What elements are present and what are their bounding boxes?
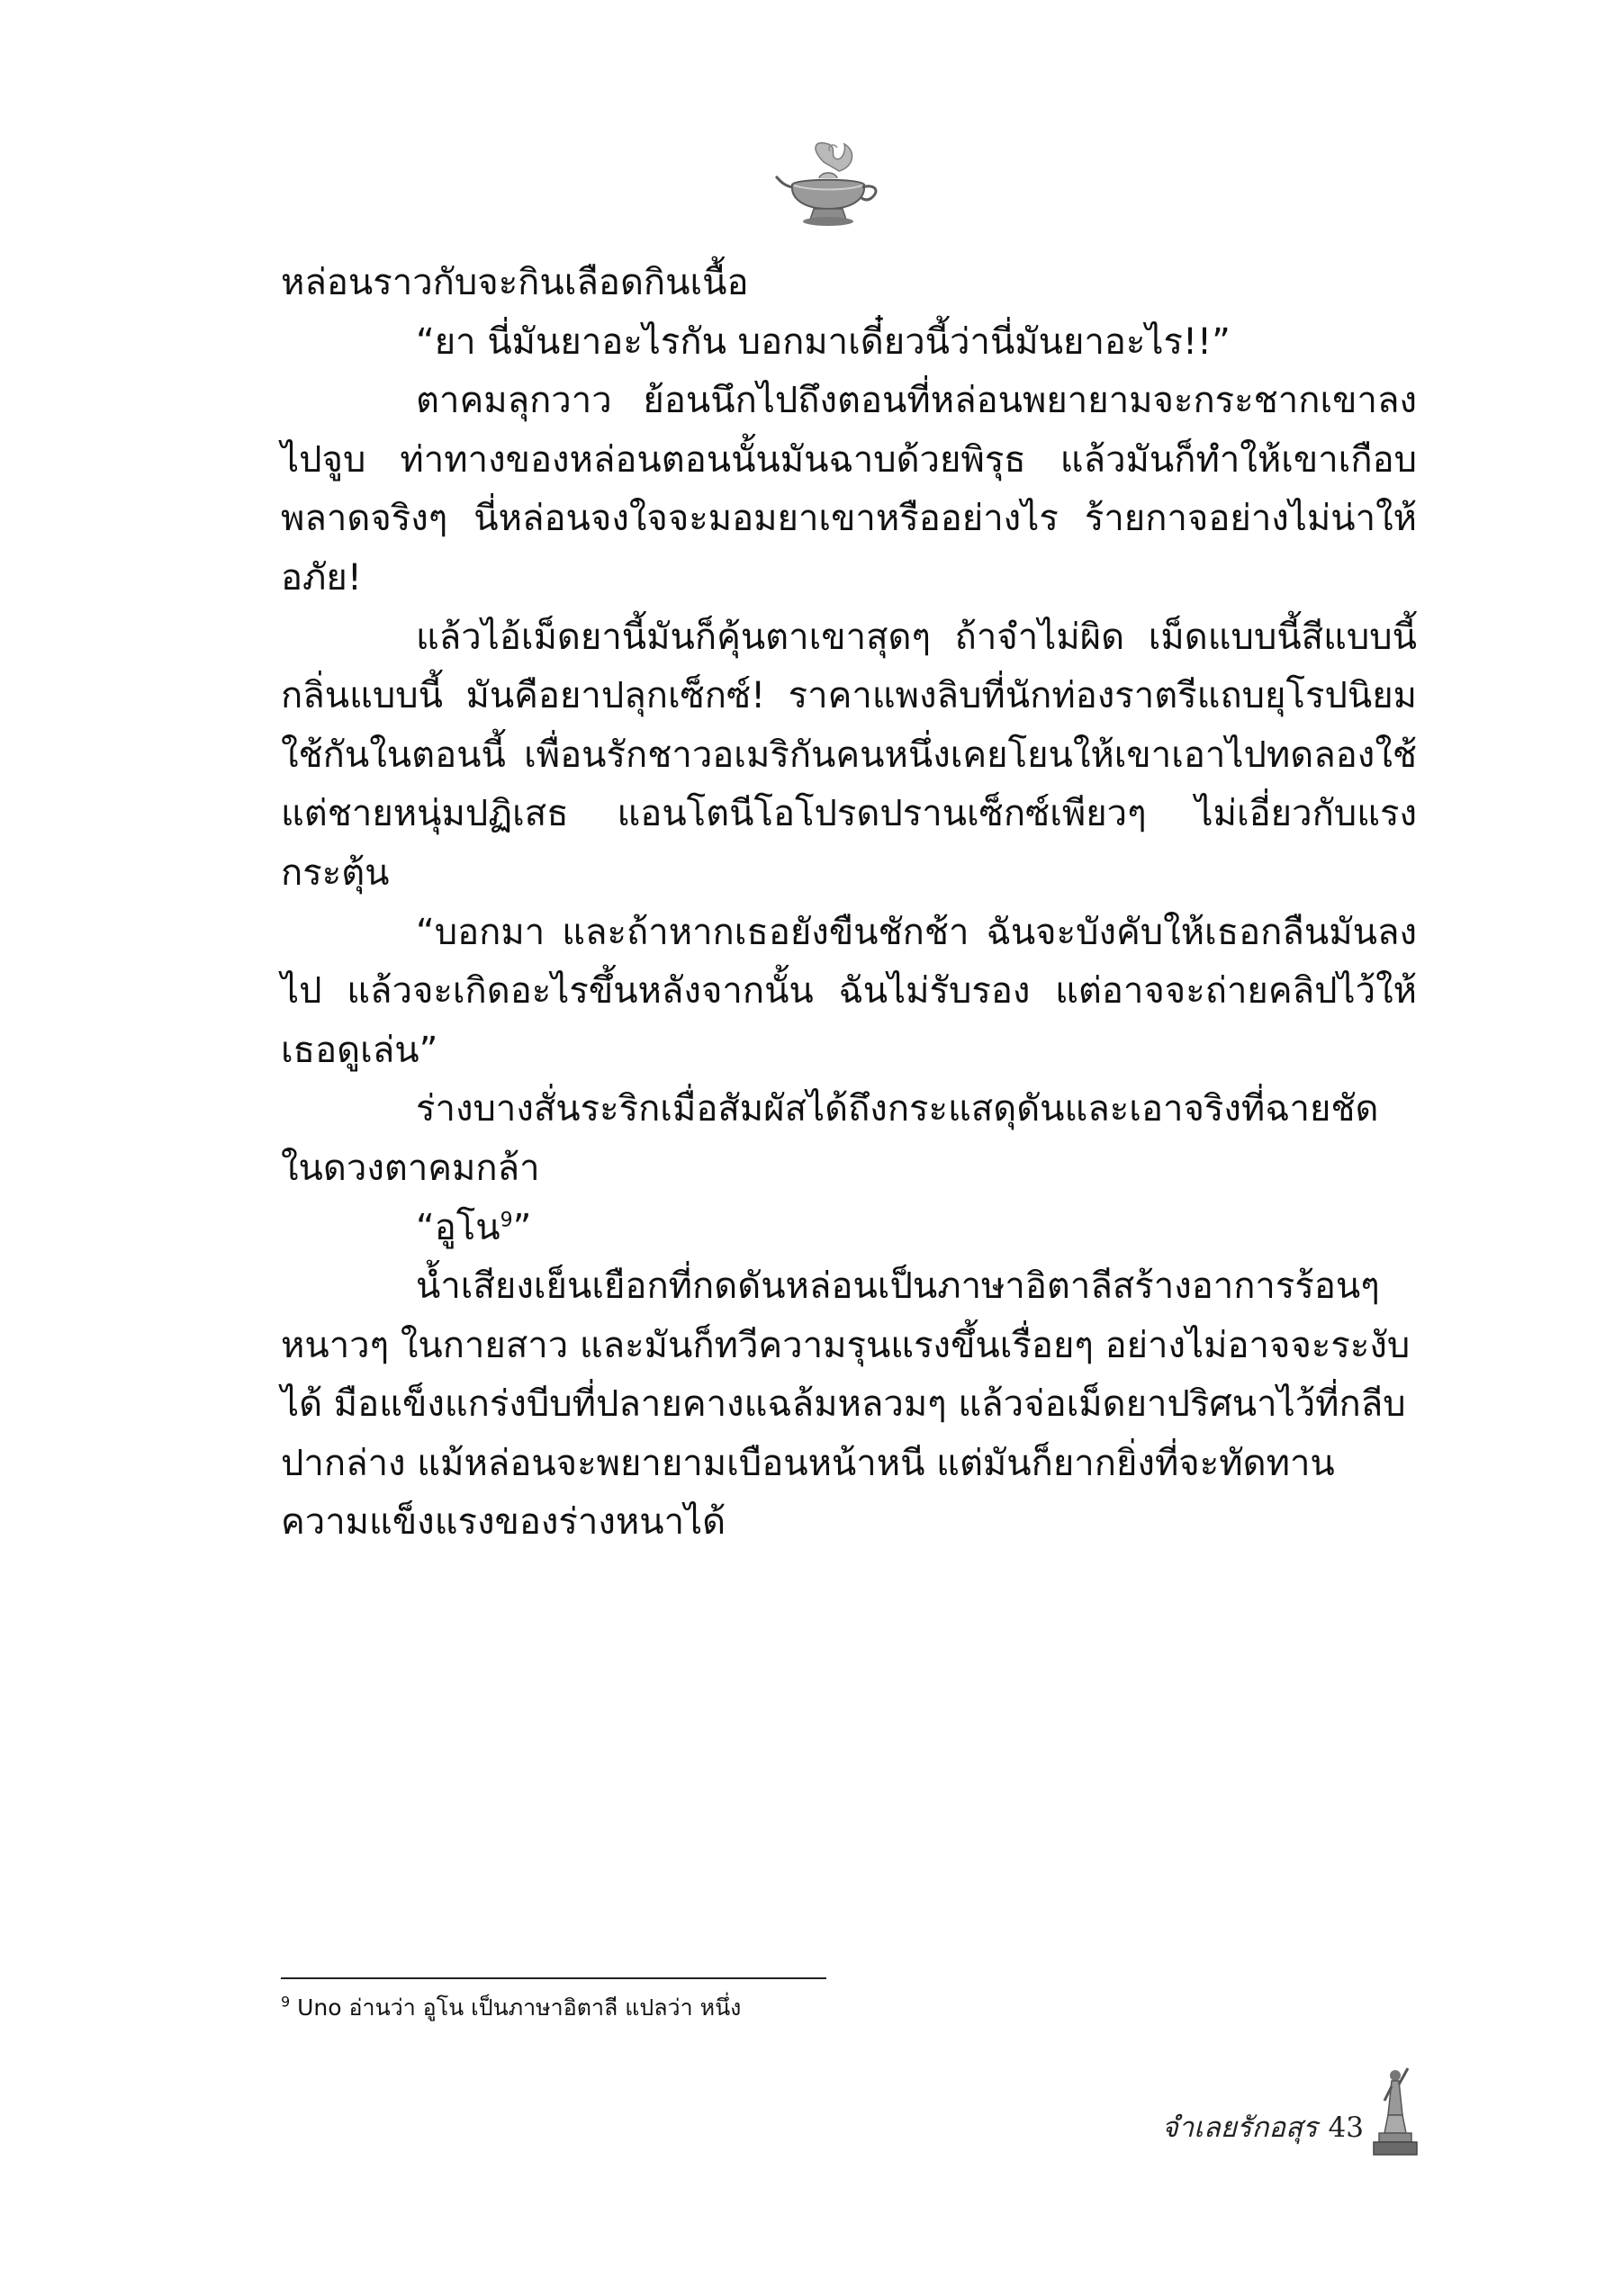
paragraph: “บอกมา และถ้าหากเธอยังขืนชักช้า ฉันจะบังคับให้เธอกลืนมันลงไป แล้วจะเกิดอะไรขึ้นหลังจากนั้น ฉันไม่รับรอง แต่อาจจะถ่ายคลิปไว้ให้เธอดูเล่น” bbox=[281, 911, 1417, 1071]
footnote-number: 9 bbox=[281, 1993, 291, 2011]
closing-quote: ” bbox=[512, 1206, 532, 1248]
footnote-reference[interactable]: 9 bbox=[500, 1209, 513, 1232]
paragraph-text: “อูโน bbox=[416, 1206, 500, 1248]
paragraph: แล้วไอ้เม็ดยานี้มันก็คุ้นตาเขาสุดๆ ถ้าจำไม่ผิด เม็ดแบบนี้สีแบบนี้ กลิ่นแบบนี้ มันคือยาปลุกเซ็กซ์! ราคาแพงลิบที่นักท่องราตรีแถบยุโรปนิยมใช้กันในตอนนี้ เพื่อนรักชาวอเมริกันคนหนึ่งเคยโยนให้เขาเอาไปทดลองใช้ แต่ชายหนุ่มปฏิเสธ แอนโตนีโอโปรดปรานเซ็กซ์เพียวๆ ไม่เอี่ยวกับแรงกระตุ้น bbox=[281, 616, 1417, 894]
lamp-icon bbox=[774, 135, 882, 234]
paragraph-with-footnote bbox=[281, 1199, 1417, 1258]
paragraph: น้ำเสียงเย็นเยือกที่กดดันหล่อนเป็นภาษาอิตาลีสร้างอาการร้อนๆ หนาวๆ ในกายสาว และมันก็ทวีความรุนแรงขึ้นเรื่อยๆ อย่างไม่อาจจะระงับได้ มือแข็งแกร่งบีบที่ปลายคางแฉล้มหลวมๆ แล้วจ่อเม็ดยาปริศนาไว้ที่กลีบปากล่าง แม้หล่อนจะพยายามเบือนหน้าหนี แต่มันก็ยากยิ่งที่จะทัดทานความแข็งแรงของร่างหนาได้ bbox=[281, 1265, 1411, 1544]
statue-icon bbox=[1368, 2061, 1422, 2160]
running-footer bbox=[1162, 2104, 1364, 2149]
footnote bbox=[281, 1993, 1361, 2023]
book-title: จำเลยรักอสุร bbox=[1161, 2111, 1318, 2144]
page-body bbox=[281, 254, 1417, 1553]
paragraph: “ยา นี่มันยาอะไรกัน บอกมาเดี๋ยวนี้ว่านี่มันยาอะไร!!” bbox=[416, 320, 1231, 363]
page-number: 43 bbox=[1328, 2111, 1364, 2144]
paragraph: ร่างบางสั่นระริกเมื่อสัมผัสได้ถึงกระแสดุดันและเอาจริงที่ฉายชัดในดวงตาคมกล้า bbox=[281, 1088, 1379, 1189]
footnote-divider bbox=[281, 1977, 826, 1979]
paragraph: ตาคมลุกวาว ย้อนนึกไปถึงตอนที่หล่อนพยายามจะกระชากเขาลงไปจูบ ท่าทางของหล่อนตอนนั้นมันฉาบด้วยพิรุธ แล้วมันก็ทำให้เขาเกือบพลาดจริงๆ นี่หล่อนจงใจจะมอมยาเขาหรืออย่างไร ร้ายกาจอย่างไม่น่าให้อภัย! bbox=[281, 380, 1417, 599]
footnote-text: Uno อ่านว่า อูโน เป็นภาษาอิตาลี แปลว่า หนึ่ง bbox=[290, 1994, 742, 2021]
paragraph: หล่อนราวกับจะกินเลือดกินเนื้อ bbox=[281, 262, 749, 303]
